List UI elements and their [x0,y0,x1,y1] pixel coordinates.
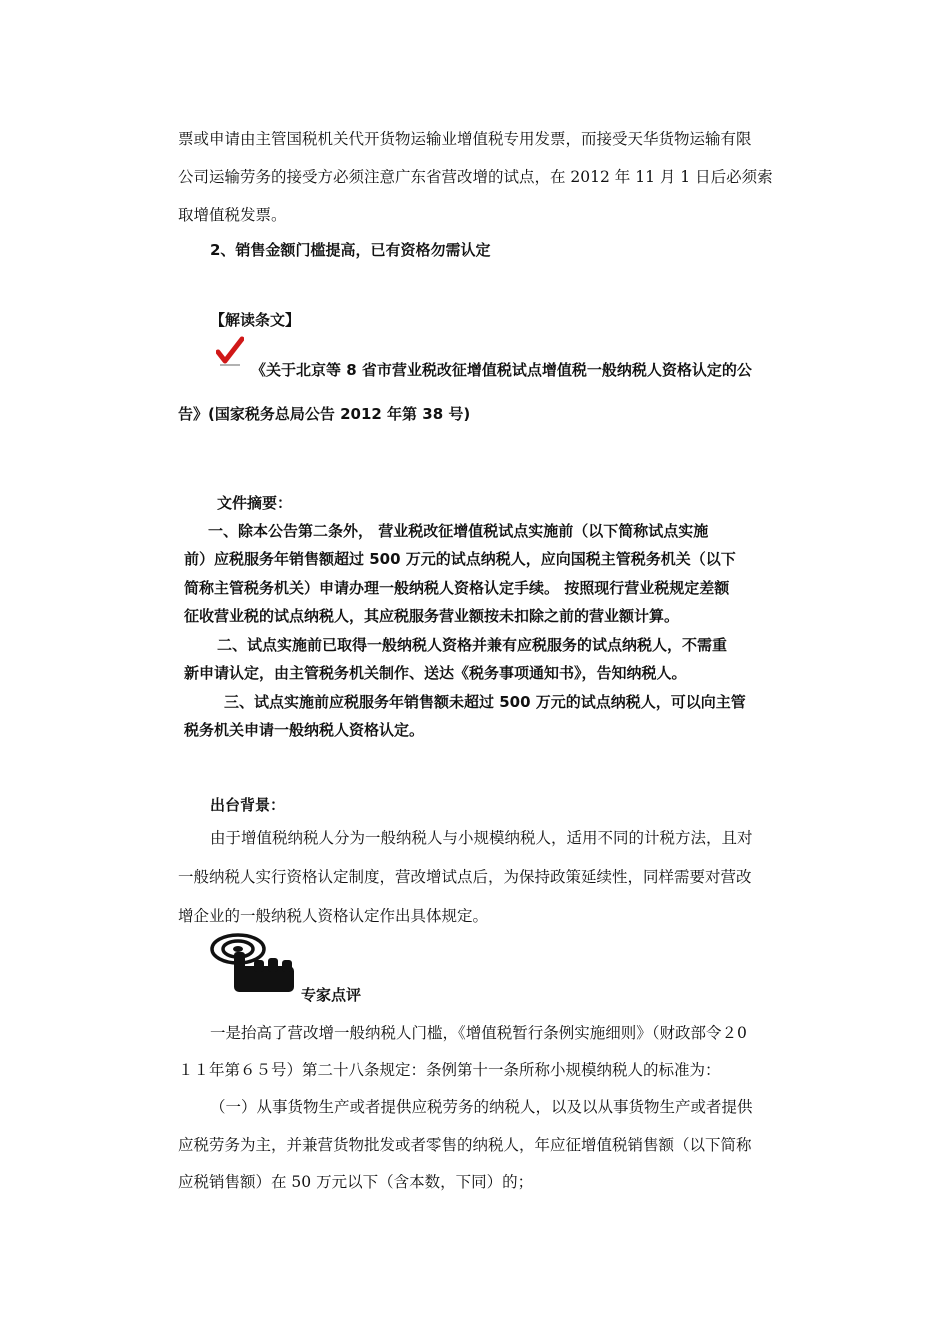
summary-line: 一、除本公告第二条外， 营业税改征增值税试点实施前（以下简称试点实施 [208,522,709,540]
notice-title-line: 《关于北京等 8 省市营业税改征增值税试点增值税一般纳税人资格认定的公 [251,361,752,379]
background-line: 一般纳税人实行资格认定制度，营改增试点后，为保持政策延续性，同样需要对营改 [178,868,752,886]
body-text-line: 公司运输劳务的接受方必须注意广东省营改增的试点，在 2012 年 11 月 1 日后必须索 [178,168,773,186]
summary-line: 前）应税服务年销售额超过 500 万元的试点纳税人，应向国税主管税务机关（以下 [184,550,736,568]
body-text-line: 取增值税发票。 [178,206,287,224]
summary-line: 三、试点实施前应税服务年销售额未超过 500 万元的试点纳税人，可以向主管 [224,693,746,711]
expert-line: １１年第６５号）第二十八条规定：条例第十一条所称小规模纳税人的标准为： [178,1061,721,1079]
expert-line: 应税销售额）在 50 万元以下（含本数，下同）的； [178,1173,534,1191]
background-line: 增企业的一般纳税人资格认定作出具体规定。 [178,907,489,925]
background-line: 由于增值税纳税人分为一般纳税人与小规模纳税人，适用不同的计税方法，且对 [210,829,753,847]
summary-line: 新申请认定，由主管税务机关制作、送达《税务事项通知书》，告知纳税人。 [184,664,687,682]
expert-line: 应税劳务为主，并兼营货物批发或者零售的纳税人，年应征增值税销售额（以下简称 [178,1136,752,1154]
summary-line: 征收营业税的试点纳税人，其应税服务营业额按未扣除之前的营业额计算。 [184,607,680,625]
interpret-label: 【解读条文】 [210,311,301,329]
summary-line: 简称主管税务机关）申请办理一般纳税人资格认定手续。 按照现行营业税规定差额 [184,579,730,597]
expert-line: 一是抬高了营改增一般纳税人门槛，《增值税暂行条例实施细则》（财政部令２0 [210,1024,747,1042]
summary-label: 文件摘要： [217,494,293,512]
body-text-line: 票或申请由主管国税机关代开货物运输业增值税专用发票，而接受天华货物运输有限 [178,130,752,148]
summary-line: 二、试点实施前已取得一般纳税人资格并兼有应税服务的试点纳税人，不需重 [217,636,728,654]
pointing-hand-icon [208,932,296,994]
expert-line: （一）从事货物生产或者提供应税劳务的纳税人，以及以从事货物生产或者提供 [210,1098,753,1116]
section-heading: 2、销售金额门槛提高，已有资格勿需认定 [210,241,491,259]
background-label: 出台背景： [210,796,286,814]
checkmark-icon [216,336,244,366]
summary-line: 税务机关申请一般纳税人资格认定。 [184,721,425,739]
expert-label: 专家点评 [301,986,362,1004]
notice-title-line: 告》(国家税务总局公告 2012 年第 38 号) [178,405,471,423]
